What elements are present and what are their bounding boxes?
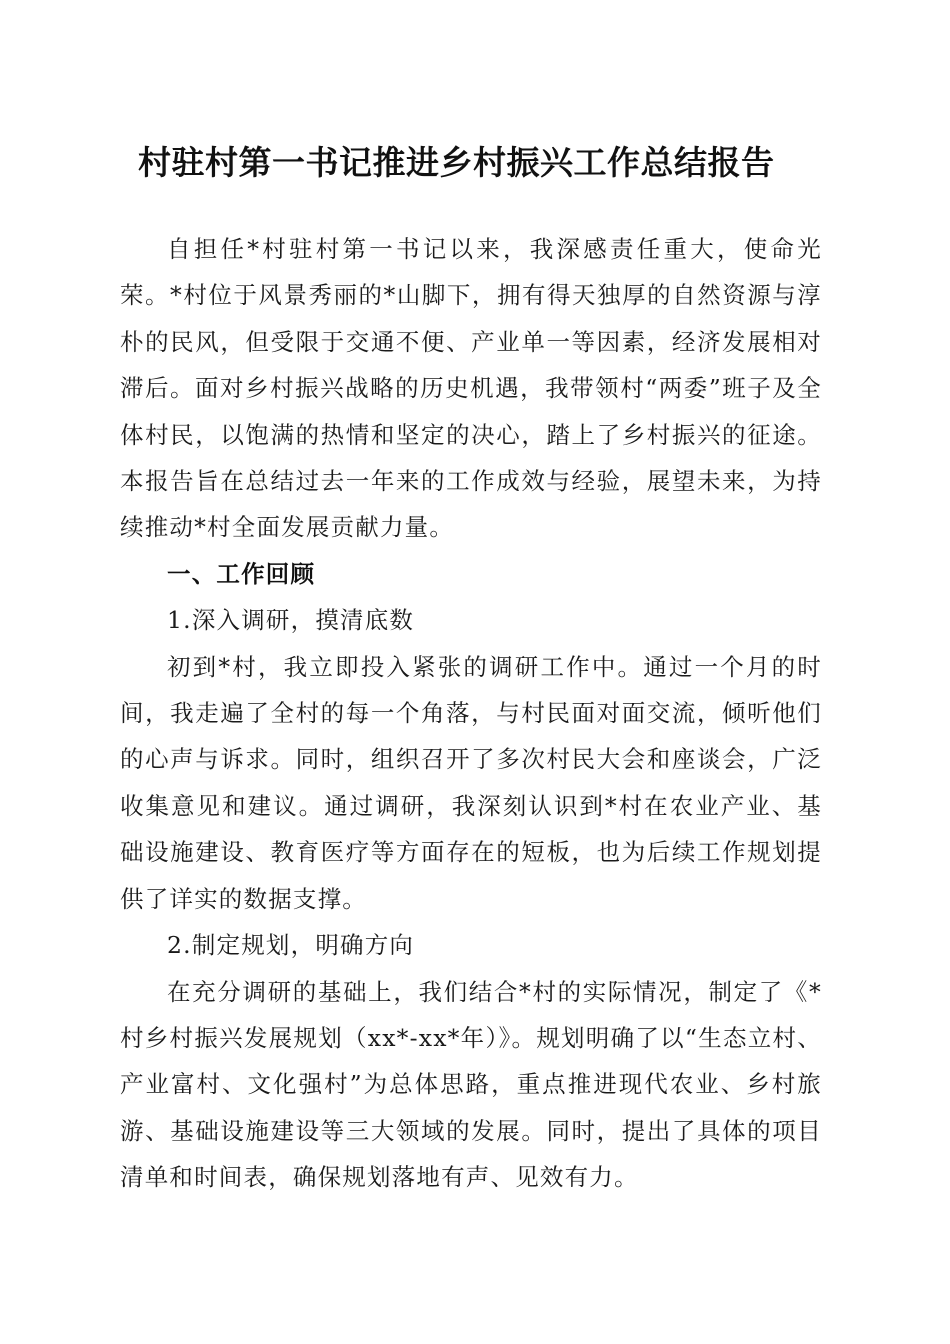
document-title: 村驻村第一书记推进乡村振兴工作总结报告 bbox=[138, 143, 775, 182]
document-body bbox=[120, 226, 822, 1201]
intro-paragraph: 自担任*村驻村第一书记以来，我深感责任重大，使命光荣。*村位于风景秀丽的*山脚下，拥有得天独厚的自然资源与淳朴的民风，但受限于交通不便、产业单一等因素，经济发展相对滞后。面对乡村振兴战略的历史机遇，我带领村“两委”班子及全体村民，以饱满的热情和坚定的决心，踏上了乡村振兴的征途。本报告旨在总结过去一年来的工作成效与经验，展望未来，为持续推动*村全面发展贡献力量。 bbox=[120, 235, 822, 542]
section-heading-work-review: 一、工作回顾 bbox=[167, 559, 316, 588]
subsection-heading-planning: 2.制定规划，明确方向 bbox=[167, 931, 415, 960]
planning-paragraph: 在充分调研的基础上，我们结合*村的实际情况，制定了《*村乡村振兴发展规划（xx*-xx*年）》。规划明确了以“生态立村、产业富村、文化强村”为总体思路，重点推进现代农业、乡村旅游、基础设施建设等三大领域的发展。同时，提出了具体的项目清单和时间表，确保规划落地有声、见效有力。 bbox=[120, 977, 822, 1192]
subsection-heading-research: 1.深入调研，摸清底数 bbox=[167, 606, 415, 635]
research-paragraph: 初到*村，我立即投入紧张的调研工作中。通过一个月的时间，我走遍了全村的每一个角落，与村民面对面交流，倾听他们的心声与诉求。同时，组织召开了多次村民大会和座谈会，广泛收集意见和建议。通过调研，我深刻认识到*村在农业产业、基础设施建设、教育医疗等方面存在的短板，也为后续工作规划提供了详实的数据支撑。 bbox=[120, 652, 822, 913]
